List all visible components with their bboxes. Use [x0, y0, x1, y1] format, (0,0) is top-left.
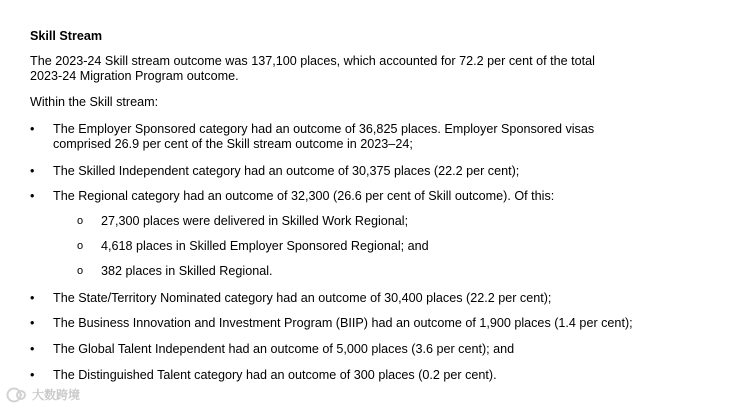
sub-item-text: 382 places in Skilled Regional. [101, 264, 273, 278]
bullet-icon: • [30, 122, 35, 136]
circle-bullet-icon: o [77, 265, 84, 277]
bullet-icon: • [30, 316, 35, 330]
bullet-icon: • [30, 189, 35, 203]
within-label: Within the Skill stream: [30, 95, 159, 109]
bullet-icon: • [30, 291, 35, 305]
watermark-text: 大数跨境 [32, 387, 81, 402]
sub-item-text: 27,300 places were delivered in Skilled Work Regional; [101, 214, 409, 228]
list-item-text: The Skilled Independent category had an outcome of 30,375 places (22.2 per cent); [53, 164, 520, 178]
sub-item-text: 4,618 places in Skilled Employer Sponsored Regional; and [101, 239, 429, 253]
list-item-text: The Distinguished Talent category had an outcome of 300 places (0.2 per cent). [53, 368, 497, 382]
list-item-text: The Business Innovation and Investment Program (BIIP) had an outcome of 1,900 places (1.4 per cent); [53, 316, 633, 330]
list-item-text: The Regional category had an outcome of 32,300 (26.6 per cent of Skill outcome). Of this: [53, 189, 555, 203]
circle-bullet-icon: o [77, 215, 84, 227]
bullet-icon: • [30, 164, 35, 178]
bullet-icon: • [30, 342, 35, 356]
bullet-icon: • [30, 368, 35, 382]
list-item-text-continued: comprised 26.9 per cent of the Skill stream outcome in 2023–24; [53, 137, 413, 151]
list-item-text: The State/Territory Nominated category had an outcome of 30,400 places (22.2 per cent); [53, 291, 552, 305]
watermark-logo-icon [6, 387, 28, 403]
intro-paragraph [30, 54, 670, 84]
list-item-text: The Employer Sponsored category had an outcome of 36,825 places. Employer Sponsored visas [53, 122, 595, 136]
circle-bullet-icon: o [77, 240, 84, 252]
watermark [6, 387, 80, 403]
intro-line-1: The 2023-24 Skill stream outcome was 137,100 places, which accounted for 72.2 per cent of the total [30, 54, 595, 68]
list-item-text: The Global Talent Independent had an outcome of 5,000 places (3.6 per cent); and [53, 342, 515, 356]
intro-line-2: 2023-24 Migration Program outcome. [30, 69, 239, 83]
section-heading: Skill Stream [30, 29, 103, 43]
